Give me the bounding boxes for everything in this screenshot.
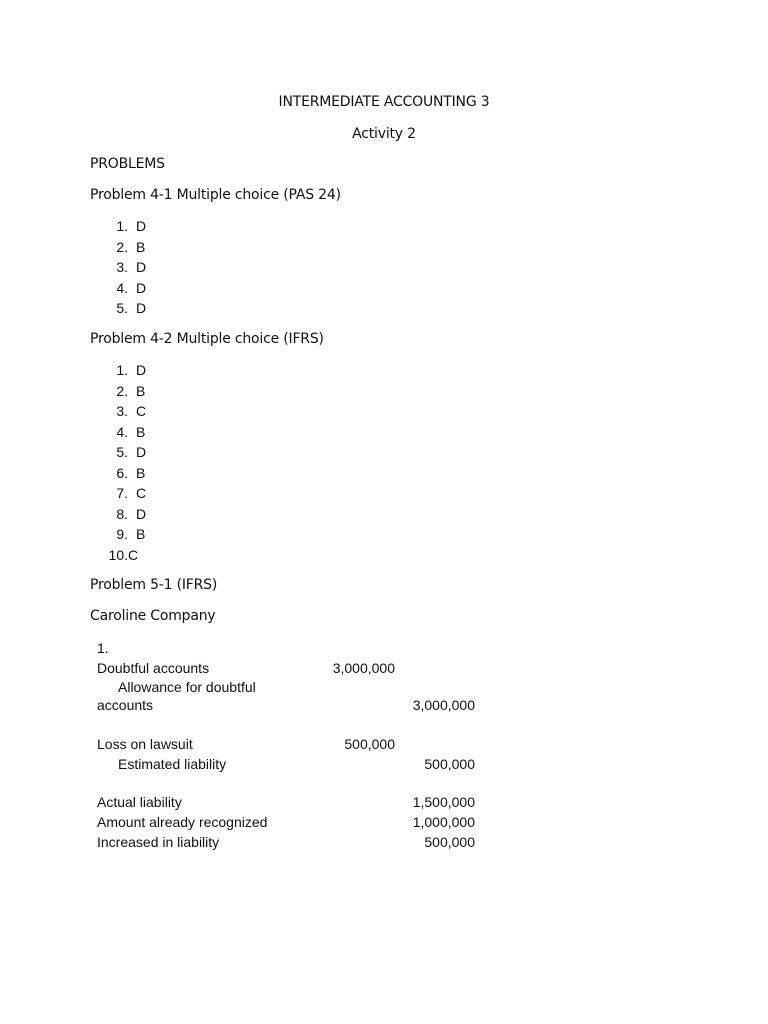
item-number: 1. (97, 640, 109, 656)
list-item (108, 278, 146, 299)
list-item (108, 298, 146, 319)
entry2-debit-amount: 500,000 (344, 736, 395, 752)
item-number: 8. (116, 505, 128, 522)
item-answer: B (136, 464, 146, 481)
subtitle-text: Activity 2 (352, 126, 416, 142)
item-number: 1. (116, 218, 128, 234)
item-answer: C (136, 485, 147, 501)
entry1-credit-amount: 3,000,000 (412, 697, 475, 713)
item-number: 1. (116, 362, 128, 378)
list-item (108, 483, 146, 504)
entry2-credit-amount: 500,000 (424, 756, 475, 772)
item-number: 9. (116, 526, 128, 542)
item-answer: B (136, 423, 146, 440)
entry1-debit-account: Doubtful accounts (97, 660, 210, 676)
problem-4-1-answer-list (108, 216, 146, 319)
list-item (108, 545, 146, 566)
entry1-credit-account: Allowance for doubtful (118, 679, 256, 695)
journal-entries (97, 638, 497, 858)
item-number: 3. (116, 403, 128, 419)
list-item (108, 463, 146, 484)
list-item (108, 524, 146, 545)
item-number: 5. (116, 444, 128, 460)
list-item (108, 442, 146, 463)
problem-4-2-answer-list (108, 360, 146, 565)
list-item (108, 422, 146, 443)
list-item (108, 504, 146, 525)
item-answer: D (136, 444, 147, 460)
list-item (108, 216, 146, 237)
computation-amount: 500,000 (424, 834, 475, 850)
item-number: 4. (116, 279, 128, 296)
document-title: INTERMEDIATE ACCOUNTING 3 (278, 94, 490, 110)
item-number: 10. (108, 546, 128, 563)
item-answer: D (136, 259, 147, 275)
item-number: 2. (116, 238, 128, 255)
computation-label: Increased in liability (97, 834, 220, 850)
list-item (108, 360, 146, 381)
item-answer: D (136, 505, 147, 522)
item-number: 5. (116, 300, 128, 316)
computation-label: Amount already recognized (97, 814, 268, 830)
problem-4-1-heading: Problem 4-1 Multiple choice (PAS 24) (90, 187, 341, 203)
entry1-debit-amount: 3,000,000 (332, 660, 395, 676)
problem-5-1-heading: Problem 5-1 (IFRS) (90, 577, 218, 593)
entry1-credit-account-cont: accounts (97, 697, 154, 713)
item-answer: C (136, 403, 147, 419)
problem-4-2-heading: Problem 4-2 Multiple choice (IFRS) (90, 331, 324, 347)
item-answer: D (136, 218, 147, 234)
item-number: 4. (116, 423, 128, 440)
list-item (108, 237, 146, 258)
item-number: 3. (116, 259, 128, 275)
item-number: 6. (116, 464, 128, 481)
section-heading: PROBLEMS (90, 156, 165, 172)
item-answer: B (136, 526, 146, 542)
item-answer: C (128, 546, 139, 563)
computation-amount: 1,000,000 (412, 814, 475, 830)
item-number: 2. (116, 382, 128, 399)
item-answer: B (136, 238, 146, 255)
item-answer: D (136, 279, 147, 296)
list-item (108, 401, 146, 422)
entry2-credit-account: Estimated liability (118, 756, 227, 772)
computation-label: Actual liability (97, 794, 182, 810)
list-item (108, 257, 146, 278)
item-answer: B (136, 382, 146, 399)
list-item (108, 381, 146, 402)
company-name: Caroline Company (90, 608, 216, 624)
item-number: 7. (116, 485, 128, 501)
entry2-debit-account: Loss on lawsuit (97, 736, 193, 752)
item-answer: D (136, 362, 147, 378)
item-answer: D (136, 300, 147, 316)
computation-amount: 1,500,000 (412, 794, 475, 810)
